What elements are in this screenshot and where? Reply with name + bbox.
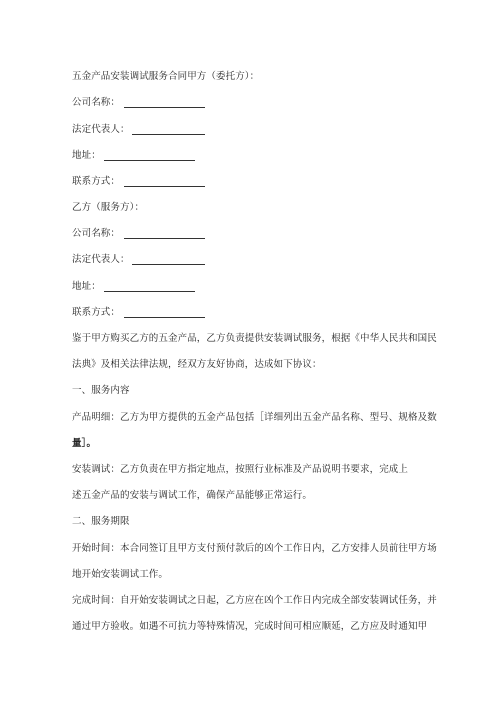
finish-line-2: 通过甲方验收。如遇不可抗力等特殊情况，完成时间可相应顺延，乙方应及时通知甲 [72, 621, 428, 632]
party-b-rep-blank[interactable] [132, 253, 205, 265]
section1-heading: 一、服务内容 [72, 385, 130, 396]
party-b-heading: 乙方（服务方）： [72, 202, 145, 213]
party-a-company-row [72, 96, 120, 109]
install-line-1: 安装调试：乙方负责在甲方指定地点，按照行业标准及产品说明书要求，完成上 [72, 464, 409, 475]
party-a-address-blank[interactable] [104, 149, 195, 161]
party-b-company-row [72, 227, 120, 240]
party-b-rep-row [72, 253, 130, 266]
party-a-company-label: 公司名称： [72, 97, 121, 108]
party-b-contact-label: 联系方式： [72, 307, 121, 318]
party-b-address-row [72, 280, 101, 293]
party-b-rep-label: 法定代表人： [72, 254, 130, 265]
party-a-contact-blank[interactable] [124, 175, 205, 187]
party-a-rep-blank[interactable] [132, 123, 205, 135]
party-b-address-label: 地址： [72, 281, 101, 292]
party-a-address-label: 地址： [72, 150, 101, 161]
preamble-line-1: 鉴于甲方购买乙方的五金产品，乙方负责提供安装调试服务，根据《中华人民共和国民 [72, 333, 437, 344]
party-a-contact-label: 联系方式： [72, 176, 121, 187]
finish-line-1: 完成时间：自开始安装调试之日起，乙方应在凶个工作日内完成全部安装调试任务，并 [72, 595, 437, 606]
party-a-address-row [72, 149, 101, 162]
section2-heading: 二、服务期限 [72, 516, 130, 527]
party-b-address-blank[interactable] [104, 280, 195, 292]
party-a-contact-row [72, 175, 120, 188]
product-line-1: 产品明细：乙方为甲方提供的五金产品包括［详细列出五金产品名称、型号、规格及数 [72, 412, 437, 423]
party-a-company-blank[interactable] [124, 96, 205, 108]
product-line-2: 量］。 [72, 438, 97, 449]
party-b-company-blank[interactable] [124, 227, 205, 239]
party-b-company-label: 公司名称： [72, 228, 121, 239]
contract-title: 五金产品安装调试服务合同甲方（委托方）： [72, 71, 260, 82]
start-line-2: 地开始安装调试工作。 [72, 569, 169, 580]
party-b-contact-row [72, 306, 120, 319]
party-a-rep-row [72, 123, 130, 136]
install-line-2: 述五金产品的安装与调试工作，确保产品能够正常运行。 [72, 490, 313, 501]
party-a-rep-label: 法定代表人： [72, 124, 130, 135]
party-b-contact-blank[interactable] [124, 306, 205, 318]
start-line-1: 开始时间：本合同签订且甲方支付预付款后的凶个工作日内，乙方安排人员前往甲方场 [72, 543, 437, 554]
preamble-line-2: 法典》及相关法律法规，经双方友好协商，达成如下协议： [72, 359, 322, 370]
